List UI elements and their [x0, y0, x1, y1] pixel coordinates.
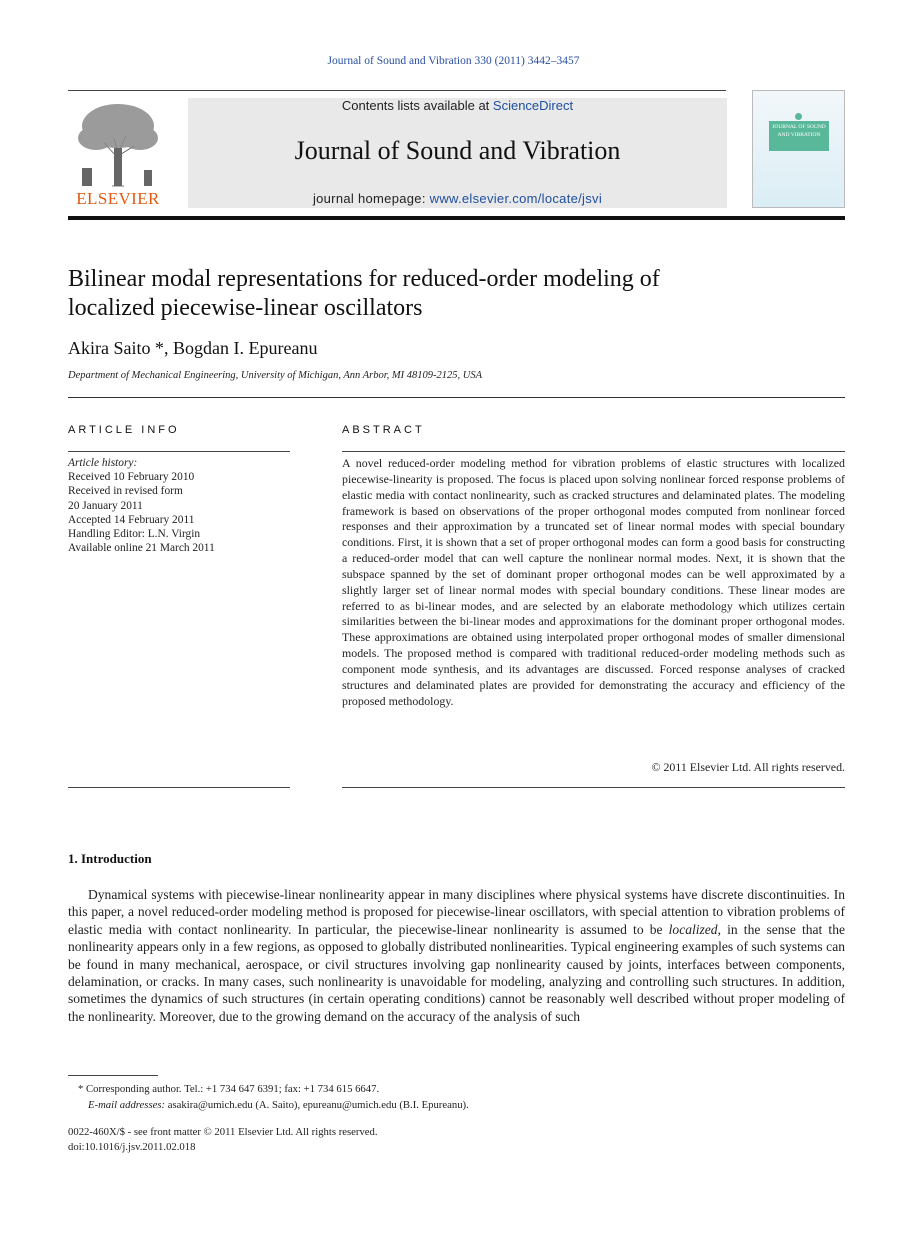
- journal-cover[interactable]: [752, 90, 845, 208]
- abstract-rule: [342, 451, 845, 452]
- abstract-heading: ABSTRACT: [342, 424, 425, 436]
- cover-title-block: [769, 121, 829, 151]
- history-item: Handling Editor: L.N. Virgin: [68, 528, 201, 541]
- corresponding-author-footnote: * Corresponding author. Tel.: +1 734 647 6391; fax: +1 734 615 6647.: [78, 1083, 380, 1095]
- cover-title: JOURNAL OF SOUND AND VIBRATION: [772, 124, 826, 138]
- sciencedirect-link[interactable]: ScienceDirect: [492, 98, 574, 113]
- section-rule: [68, 397, 845, 398]
- elsevier-logo[interactable]: [68, 98, 168, 210]
- cover-emblem-icon: [795, 113, 802, 120]
- article-title-line-1: Bilinear modal representations for reduced-order modeling of: [68, 266, 660, 292]
- abstract-bottom-rule: [342, 787, 845, 788]
- article-title-line-2: localized piecewise-linear oscillators: [68, 295, 423, 321]
- contents-prefix: Contents lists available at: [341, 98, 493, 113]
- intro-emphasis: localized: [668, 921, 718, 937]
- journal-reference[interactable]: Journal of Sound and Vibration 330 (2011) 3442–3457: [327, 55, 580, 67]
- author-saito[interactable]: Akira Saito: [68, 338, 151, 358]
- elsevier-tree-icon: [68, 98, 168, 190]
- journal-title: Journal of Sound and Vibration: [294, 136, 621, 165]
- homepage-prefix: journal homepage:: [312, 191, 430, 206]
- abstract-copyright: © 2011 Elsevier Ltd. All rights reserved.: [651, 760, 845, 774]
- homepage-link[interactable]: www.elsevier.com/locate/jsvi: [429, 191, 603, 206]
- history-item: Accepted 14 February 2011: [68, 513, 195, 526]
- article-history: [68, 456, 290, 555]
- history-label: Article history:: [68, 457, 138, 469]
- header-top-rule: [68, 90, 726, 91]
- email-footnote: [88, 1099, 469, 1111]
- introduction-heading: 1. Introduction: [68, 851, 152, 866]
- issn-line: 0022-460X/$ - see front matter © 2011 Elsevier Ltd. All rights reserved.: [68, 1126, 378, 1138]
- contents-line: [188, 98, 727, 113]
- history-item: Received 10 February 2010: [68, 471, 195, 484]
- abstract-text: A novel reduced-order modeling method for vibration problems of elastic structures with localized piecewise-linearity is proposed. The focus is placed upon solving nonlinear forced response problems of elastic media with contact nonlinearity, such as cracked structures and delaminated plates. The modeling framework is based on observations of the proper orthogonal modes computed from nonlinear forced responses and their approximation by a truncated set of linear normal modes with special boundary conditions. First, it is shown that a set of proper orthogonal modes can form a good basis for constructing a reduced-order model that can well capture the nonlinear normal modes. Next, it is shown that the subspace spanned by the set of dominant proper orthogonal modes can be well approximated by a slightly larger set of linear normal modes with special boundary conditions. These linear modes are referred to as bi-linear modes, and are selected by an elaborate methodology which utilizes certain similarities between the bi-linear modes and approximations for the dominant proper orthogonal modes. These approximations are obtained using interpolated proper orthogonal modes of smaller dimensional models. The proposed method is compared with traditional reduced-order modeling methods such as component mode synthesis, and its advantages are discussed. Forced response analyses of cracked structures and delaminated plates are provided for demonstrating the accuracy and efficiency of the proposed methodology.: [342, 456, 845, 708]
- email-addresses[interactable]: asakira@umich.edu (A. Saito), epureanu@umich.edu (B.I. Epureanu).: [167, 1099, 469, 1111]
- elsevier-wordmark: ELSEVIER: [76, 189, 160, 208]
- article-info-heading: ARTICLE INFO: [68, 424, 180, 436]
- history-item: Available online 21 March 2011: [68, 542, 215, 555]
- introduction-text: [68, 886, 845, 1025]
- intro-text-part-1: Dynamical systems with piecewise-linear nonlinearity appear in many disciplines where physical systems have discrete discontinuities. In this paper, a novel reduced-order modeling method is proposed for piecewise-linear oscillators, with special attention to vibration problems of elastic media with contact nonlinearity. In particular, the piecewise-linear nonlinearity is assumed to be: [68, 887, 845, 937]
- affiliation: Department of Mechanical Engineering, University of Michigan, Ann Arbor, MI 48109-2125, USA: [68, 370, 483, 381]
- article-info-bottom-rule: [68, 787, 290, 788]
- intro-text-part-2: , in the sense that the nonlinearity appears only in a few regions, as opposed to globally distributed nonlinearities. Typical engineering examples of such systems can be found in many mechanical, aerospace, or civil structures involving gap nonlinearity caused by joints, interfaces between components, delamination, or cracks. In many cases, such nonlinearity is unavoidable for modeling, analyzing and controlling such structures. In addition, sometimes the dynamics of such structures (in certain operating conditions) cannot be reasonably well described without proper modeling of the nonlinearity. Moreover, due to the growing demand on the accuracy of the analysis of such: [68, 921, 845, 1024]
- corresponding-mark[interactable]: *: [150, 338, 164, 358]
- history-item: Received in revised form: [68, 485, 183, 498]
- header-bottom-rule: [68, 216, 845, 220]
- footnote-rule: [68, 1075, 158, 1076]
- article-title: [68, 265, 845, 323]
- authors: [68, 338, 317, 359]
- homepage-line: [188, 191, 727, 206]
- article-info-rule: [68, 451, 290, 452]
- history-item: 20 January 2011: [68, 499, 143, 512]
- email-label: E-mail addresses:: [88, 1099, 168, 1111]
- author-epureanu[interactable]: , Bogdan I. Epureanu: [164, 338, 318, 358]
- doi-line[interactable]: doi:10.1016/j.jsv.2011.02.018: [68, 1141, 196, 1153]
